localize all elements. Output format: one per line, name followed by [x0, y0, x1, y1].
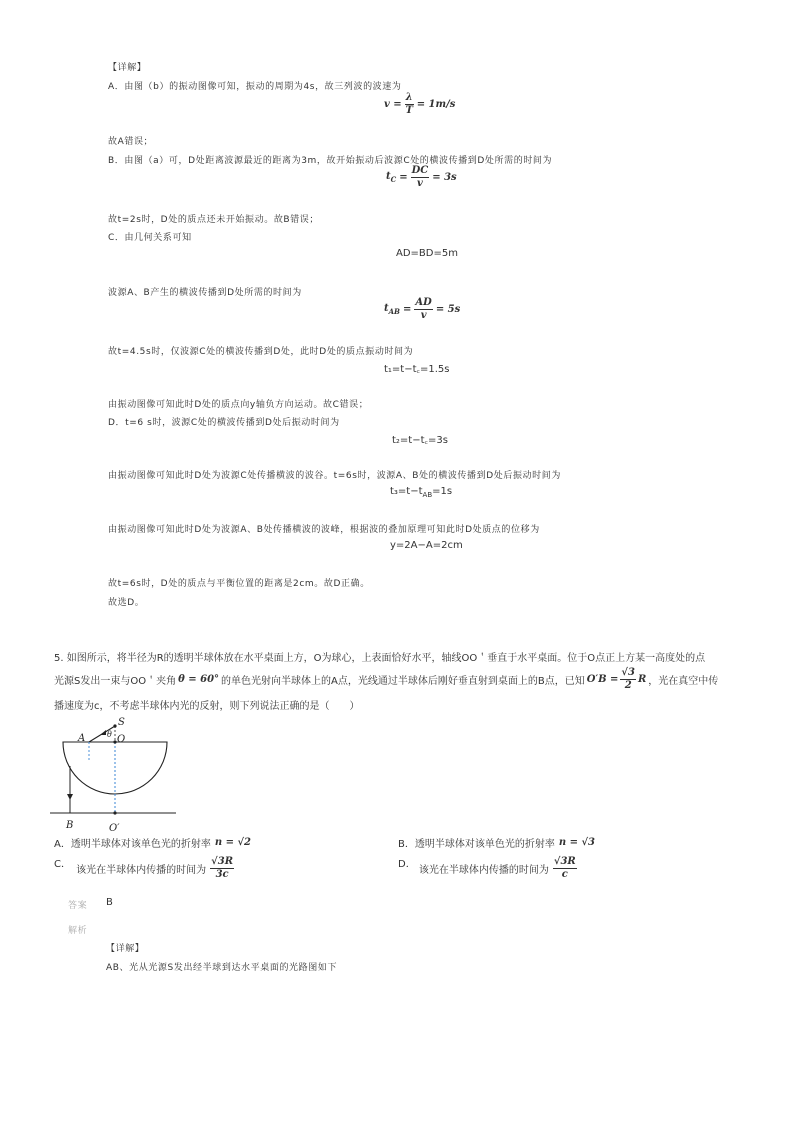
hemisphere-figure: [50, 714, 180, 832]
detail-heading: 【详解】: [108, 63, 147, 73]
option-a[interactable]: A．透明半球体对该单色光的折射率 n = √2: [54, 837, 251, 850]
answer-value: B: [106, 897, 113, 908]
label-a: A: [78, 733, 86, 744]
option-c-conclusion: 由振动图像可知此时D处的质点向y轴负方向运动。故C错误；: [108, 400, 369, 410]
label-s: S: [118, 717, 125, 728]
equation-t1: t₁=t−t꜀=1.5s: [384, 364, 450, 375]
label-o: O: [117, 734, 126, 745]
option-c-analysis-3: 故t=4.5s时，仅波源C处的横波传播到D处，此时D处的质点振动时间为: [108, 347, 414, 357]
q5-stem-line-3: 播速度为c，不考虑半球体内光的反射，则下列说法正确的是（ ）: [54, 701, 360, 712]
option-c-analysis: C．由几何关系可知: [108, 233, 192, 243]
label-b: B: [66, 820, 74, 831]
equation-tab: $t_{AB}$ = $\frac{AD}{v}$ = 5s: [384, 297, 461, 321]
arrow-head-down: [67, 794, 73, 800]
equation-y: y=2A−A=2cm: [390, 540, 463, 551]
option-d[interactable]: D． 该光在半球体内传播的时间为 $\frac{√3R}{c}$: [398, 856, 576, 880]
option-b-analysis: B．由图（a）可，D处距离波源最近的距离为3m，故开始振动后波源C处的横波传播到D处所需的时间为: [108, 156, 553, 166]
option-d-analysis-2: 由振动图像可知此时D处为波源C处传播横波的波谷。t=6s时，波源A、B处的横波传播到D处后振动时间为: [108, 471, 561, 481]
option-d-conclusion: 故t=6s时，D处的质点与平衡位置的距离是2cm。故D正确。: [108, 579, 370, 589]
equation-tc: $t_C$ = $\frac{DC}{v}$ = 3s: [386, 165, 457, 189]
analysis-label: 解析: [68, 926, 88, 936]
arrow-head-ray: [100, 730, 106, 735]
option-d-analysis: D．t=6 s时，波源C处的横波传播到D处后振动时间为: [108, 418, 340, 428]
q5-analysis-ab: AB、光从光源S发出经半球到达水平桌面的光路图如下: [106, 963, 338, 973]
final-answer: 故选D。: [108, 598, 145, 608]
light-source-point: [113, 724, 116, 727]
option-c-analysis-2: 波源A、B产生的横波传播到D处所需的时间为: [108, 288, 302, 298]
option-a-analysis: A．由图（b）的振动图像可知，振动的周期为4s，故三列波的波速为: [108, 82, 402, 92]
option-c[interactable]: C． 该光在半球体内传播的时间为 $\frac{√3R}{3c}$: [54, 856, 234, 880]
q5-stem-line-2: 光源S发出一束与OO＇夹角 θ = 60° 的单色光射向半球体上的A点，光线通过半球体后刚好垂直射到桌面上的B点，已知 O′B = $\frac{√3}{2}$ R ，光在真空中传: [54, 667, 719, 691]
option-b-conclusion: 故t=2s时，D处的质点还未开始振动。故B错误；: [108, 215, 319, 225]
option-a-conclusion: 故A错误；: [108, 137, 154, 147]
o-prime-point: [113, 811, 116, 814]
equation-ad-bd: AD=BD=5m: [396, 248, 458, 259]
q5-detail-heading: 【详解】: [106, 944, 145, 954]
option-b[interactable]: B．透明半球体对该单色光的折射率 n = √3: [398, 837, 596, 850]
answer-label: 答案: [68, 901, 88, 911]
label-theta: θ: [107, 730, 112, 739]
option-d-analysis-3: 由振动图像可知此时D处为波源A、B处传播横波的波峰，根据波的叠加原理可知此时D处质点的位移为: [108, 525, 540, 535]
equation-t3: $t_3=t-t_{AB}=1s$: [390, 486, 453, 499]
equation-t2: t₂=t−t꜀=3s: [392, 435, 448, 446]
equation-wave-speed: v = $\frac{\lambda}{T}$ = 1m/s: [384, 92, 456, 116]
label-o-prime: O′: [109, 823, 120, 832]
q5-stem-line-1: 5. 如图所示，将半径为R的透明半球体放在水平桌面上方，O为球心，上表面恰好水平，轴线OO＇垂直于水平桌面。位于O点正上方某一高度处的点: [54, 653, 706, 664]
